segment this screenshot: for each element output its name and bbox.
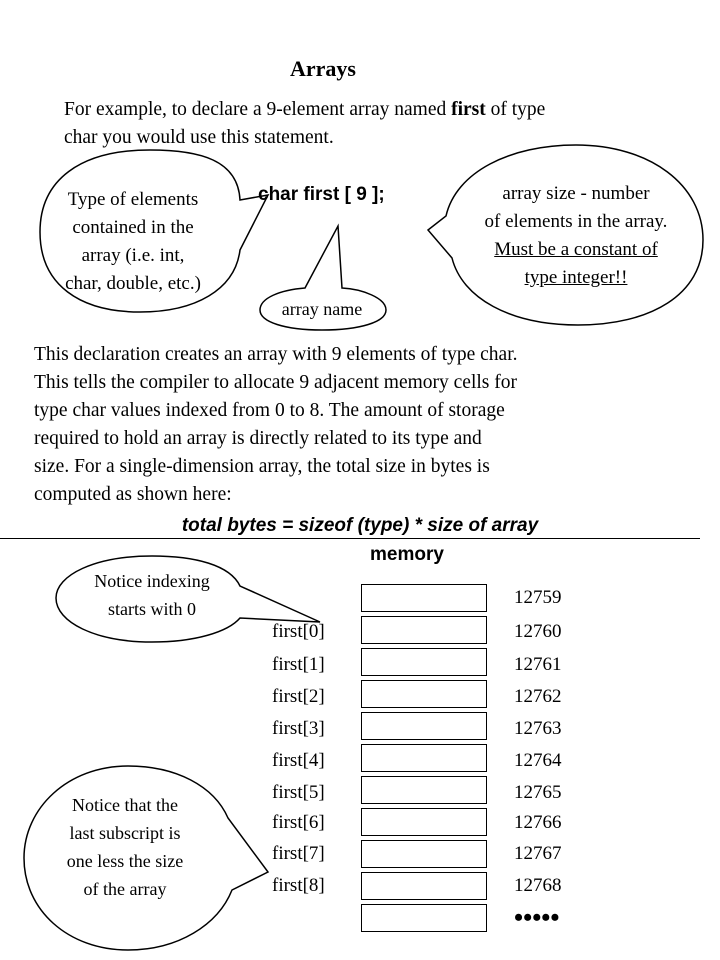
array-name-callout-text: array name — [281, 299, 363, 319]
paragraph-line: This declaration creates an array with 9 elements of type char. — [34, 344, 518, 365]
callout-line: one less the size — [66, 851, 184, 871]
intro-line-1 — [64, 96, 545, 124]
intro-paragraph — [64, 96, 545, 152]
memory-cell — [361, 904, 487, 932]
memory-cell — [361, 616, 487, 644]
callout-line-underlined: Must be a constant of — [494, 239, 658, 260]
memory-address: 12768 — [514, 875, 562, 896]
size-formula: total bytes = sizeof (type) * size of array — [181, 515, 539, 536]
memory-cell — [361, 744, 487, 772]
callout-line: array size - number — [502, 183, 650, 204]
paragraph-line: This tells the compiler to allocate 9 adjacent memory cells for — [34, 372, 517, 393]
array-index-label: first[6] — [272, 812, 325, 833]
page-title: Arrays — [290, 56, 356, 81]
memory-cell — [361, 584, 487, 612]
memory-label: memory — [370, 544, 444, 565]
explanation-paragraph — [34, 341, 518, 509]
memory-cell — [361, 808, 487, 836]
continuation-dots: ••••• — [514, 903, 560, 932]
memory-address: 12760 — [514, 621, 562, 642]
callout-line: last subscript is — [69, 823, 181, 843]
intro-text: of type — [485, 99, 546, 120]
array-index-label: first[4] — [272, 750, 325, 771]
last-subscript-callout-text — [30, 791, 220, 903]
array-index-label: first[1] — [272, 654, 325, 675]
memory-cell — [361, 680, 487, 708]
element-type-callout-text — [38, 186, 228, 298]
callout-line: starts with 0 — [108, 599, 196, 619]
memory-cell — [361, 840, 487, 868]
memory-address: 12765 — [514, 782, 562, 803]
callout-line: Notice that the — [72, 795, 178, 815]
callout-line-underlined: type integer!! — [524, 267, 628, 288]
memory-cell — [361, 648, 487, 676]
paragraph-line: required to hold an array is directly related to its type and — [34, 428, 482, 449]
callout-line: of the array — [83, 879, 167, 899]
memory-address: 12763 — [514, 718, 562, 739]
callout-line: Notice indexing — [94, 571, 210, 591]
memory-cell — [361, 712, 487, 740]
intro-line-2: char you would use this statement. — [64, 127, 334, 148]
array-index-label: first[3] — [272, 718, 325, 739]
paragraph-line: type char values indexed from 0 to 8. The amount of storage — [34, 400, 505, 421]
memory-cell — [361, 776, 487, 804]
paragraph-line: size. For a single-dimension array, the total size in bytes is — [34, 456, 490, 477]
callout-line: contained in the — [72, 217, 194, 238]
memory-address: 12767 — [514, 843, 562, 864]
memory-address: 12762 — [514, 686, 562, 707]
memory-cell — [361, 872, 487, 900]
callout-line: char, double, etc.) — [65, 273, 201, 294]
memory-address: 12764 — [514, 750, 562, 771]
array-index-label: first[7] — [272, 843, 325, 864]
array-size-callout-text — [446, 180, 706, 292]
array-index-label: first[2] — [272, 686, 325, 707]
memory-address: 12759 — [514, 587, 562, 608]
array-name-bold: first — [451, 99, 486, 120]
callout-line: Type of elements — [67, 189, 199, 210]
callout-line: array (i.e. int, — [81, 245, 185, 266]
memory-address: 12766 — [514, 812, 562, 833]
array-index-label: first[5] — [272, 782, 325, 803]
paragraph-line: computed as shown here: — [34, 484, 232, 505]
array-index-label: first[0] — [272, 621, 325, 642]
declaration-statement: char first [ 9 ]; — [258, 184, 385, 205]
array-index-label: first[8] — [272, 875, 325, 896]
divider — [0, 538, 700, 539]
memory-address: 12761 — [514, 654, 562, 675]
intro-text: For example, to declare a 9-element array named — [64, 99, 452, 120]
indexing-callout-text — [60, 567, 244, 623]
callout-line: of elements in the array. — [484, 211, 668, 232]
